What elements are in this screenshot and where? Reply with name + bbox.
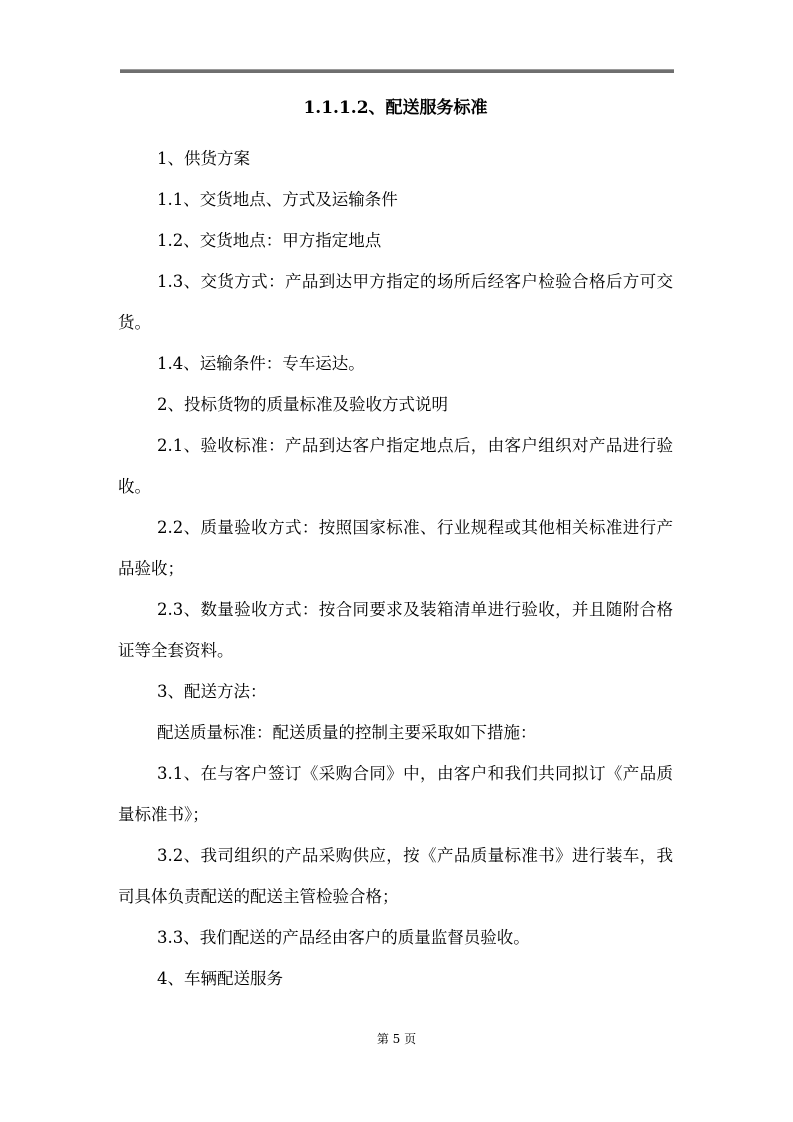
section-title: 1.1.1.2、配送服务标准	[303, 98, 488, 118]
paragraph: 3.1、在与客户签订《采购合同》中，由客户和我们共同拟订《产品质量标准书》；	[118, 764, 673, 824]
page-number: 第 5 页	[376, 1032, 417, 1046]
paragraph: 1.1、交货地点、方式及运输条件	[157, 190, 398, 209]
paragraph: 1.4、运输条件：专车运达。	[157, 354, 365, 373]
paragraph: 2.3、数量验收方式：按合同要求及装箱清单进行验收，并且随附合格证等全套资料。	[118, 600, 673, 660]
paragraph: 2.1、验收标准：产品到达客户指定地点后，由客户组织对产品进行验收。	[118, 436, 673, 496]
paragraph: 1.2、交货地点：甲方指定地点	[157, 231, 382, 250]
paragraph: 2、投标货物的质量标准及验收方式说明	[157, 395, 448, 414]
page-content	[118, 100, 673, 999]
header-rule	[120, 69, 674, 73]
paragraph: 配送质量标准：配送质量的控制主要采取如下措施：	[157, 723, 537, 742]
paragraph: 1、供货方案	[157, 149, 250, 168]
paragraph: 1.3、交货方式：产品到达甲方指定的场所后经客户检验合格后方可交货。	[118, 272, 673, 332]
paragraph: 3、配送方法：	[157, 682, 267, 701]
paragraph: 3.2、我司组织的产品采购供应，按《产品质量标准书》进行装车，我司具体负责配送的配送主管检验合格；	[118, 846, 673, 906]
paragraph: 4、车辆配送服务	[157, 969, 283, 988]
paragraph: 3.3、我们配送的产品经由客户的质量监督员验收。	[157, 928, 530, 947]
paragraph: 2.2、质量验收方式：按照国家标准、行业规程或其他相关标准进行产品验收；	[118, 518, 673, 578]
